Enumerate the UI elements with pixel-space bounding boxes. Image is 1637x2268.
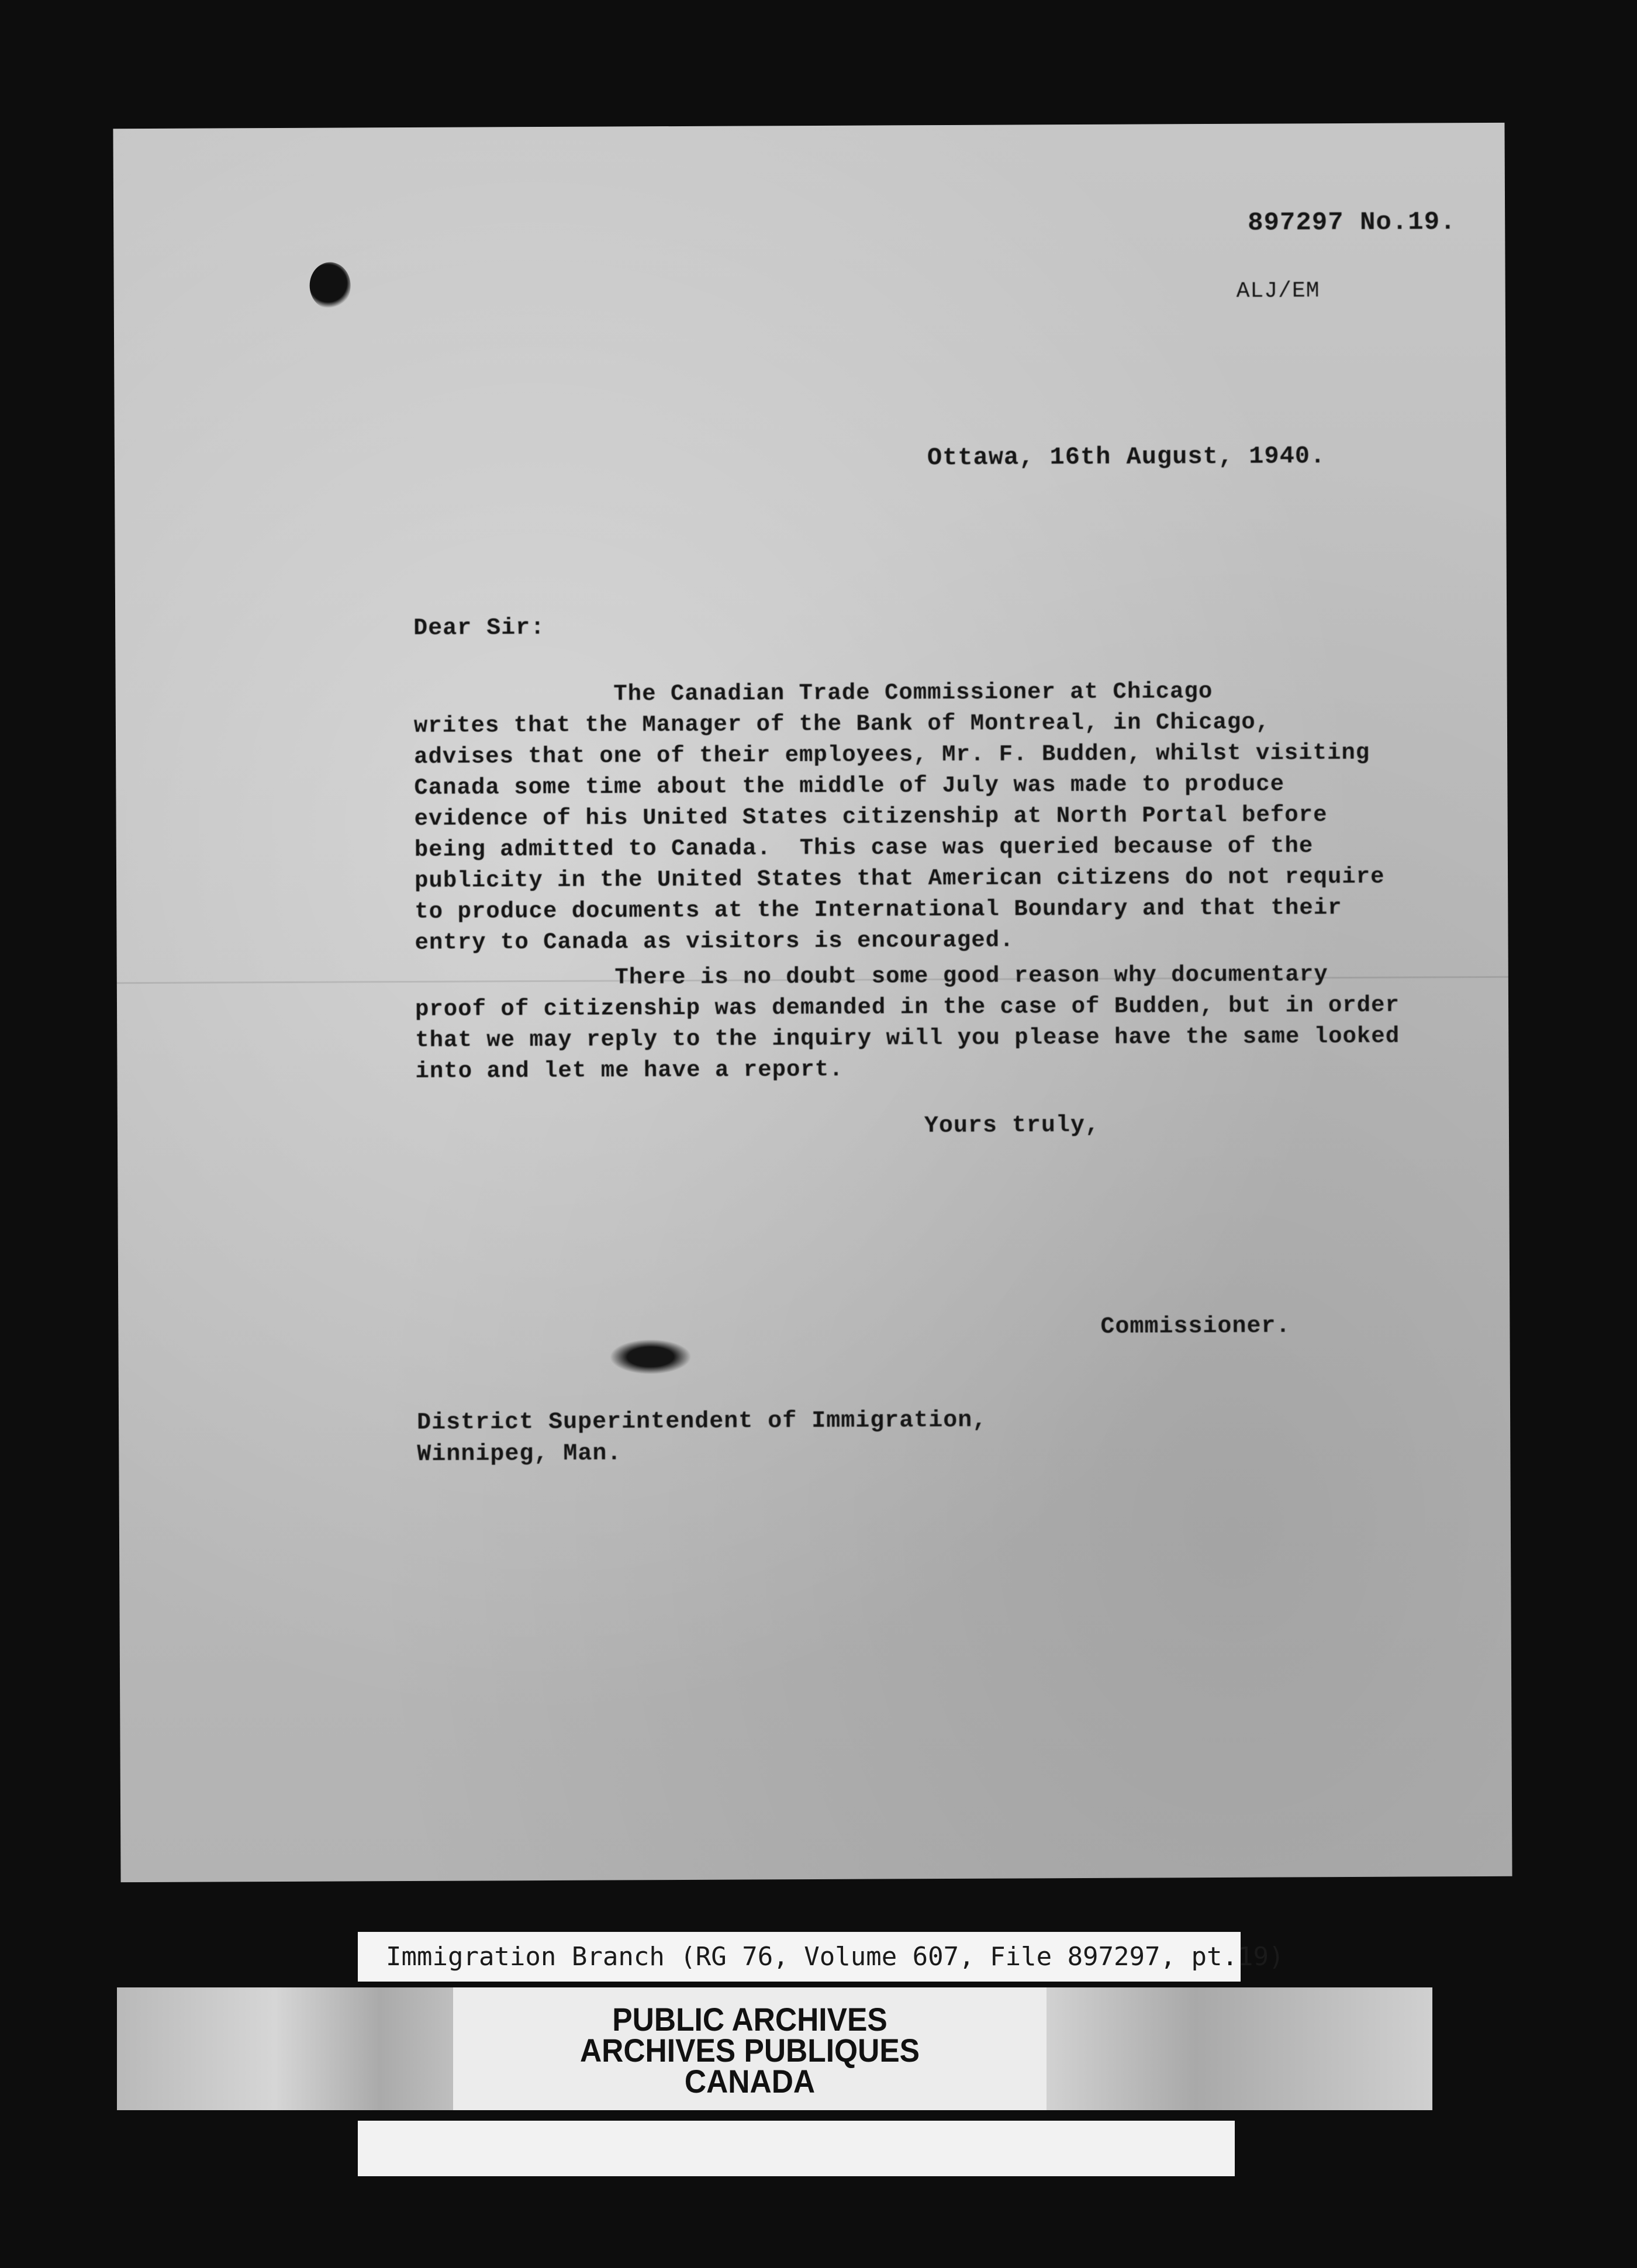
- paragraph-line: evidence of his United States citizenship at North Portal before: [414, 802, 1328, 832]
- addressee-line: District Superintendent of Immigration,: [417, 1407, 987, 1436]
- signature-title: Commissioner.: [1100, 1313, 1291, 1340]
- ink-blot-mark: [610, 1339, 692, 1375]
- paragraph-line: The Canadian Trade Commissioner at Chicago: [413, 679, 1213, 708]
- archive-stamp-line-2: ARCHIVES PUBLIQUES: [579, 2032, 920, 2069]
- paragraph-line: writes that the Manager of the Bank of Montreal, in Chicago,: [413, 709, 1270, 739]
- letter-date: Ottawa, 16th August, 1940.: [927, 442, 1326, 472]
- addressee-line: Winnipeg, Man.: [417, 1440, 622, 1468]
- archive-stamp-line-3: CANADA: [684, 2063, 816, 2100]
- archive-reference-label: Immigration Branch (RG 76, Volume 607, File 897297, pt.19): [358, 1932, 1241, 1982]
- paragraph-line: Canada some time about the middle of July was made to produce: [414, 771, 1285, 801]
- paragraph-line: There is no doubt some good reason why documentary: [415, 962, 1328, 991]
- paragraph-line: being admitted to Canada. This case was queried because of the: [414, 833, 1314, 863]
- paragraph-line: entry to Canada as visitors is encouraged.: [415, 927, 1014, 956]
- body-paragraph-2: [415, 959, 1527, 1087]
- body-paragraph-1: [414, 675, 1526, 959]
- paragraph-line: publicity in the United States that American citizens do not require: [414, 863, 1385, 894]
- paragraph-line: proof of citizenship was demanded in the case of Budden, but in order: [415, 992, 1400, 1022]
- complimentary-closing: Yours truly,: [924, 1112, 1100, 1140]
- paragraph-line: that we may reply to the inquiry will you please have the same looked: [415, 1023, 1400, 1053]
- paragraph-line: advises that one of their employees, Mr. F. Budden, whilst visiting: [414, 739, 1370, 770]
- typist-initials: ALJ/EM: [1236, 278, 1320, 304]
- file-reference-number: 897297 No.19.: [1248, 208, 1456, 238]
- blank-label-strip: [358, 2121, 1235, 2176]
- letter-sheet: [113, 123, 1512, 1882]
- paragraph-line: to produce documents at the International Boundary and that their: [415, 895, 1342, 925]
- archive-stamp-line-1: PUBLIC ARCHIVES: [612, 2001, 887, 2038]
- punch-hole-mark: [309, 262, 350, 309]
- paragraph-line: into and let me have a report.: [415, 1056, 844, 1084]
- salutation: Dear Sir:: [413, 614, 545, 642]
- addressee-block: [417, 1405, 987, 1471]
